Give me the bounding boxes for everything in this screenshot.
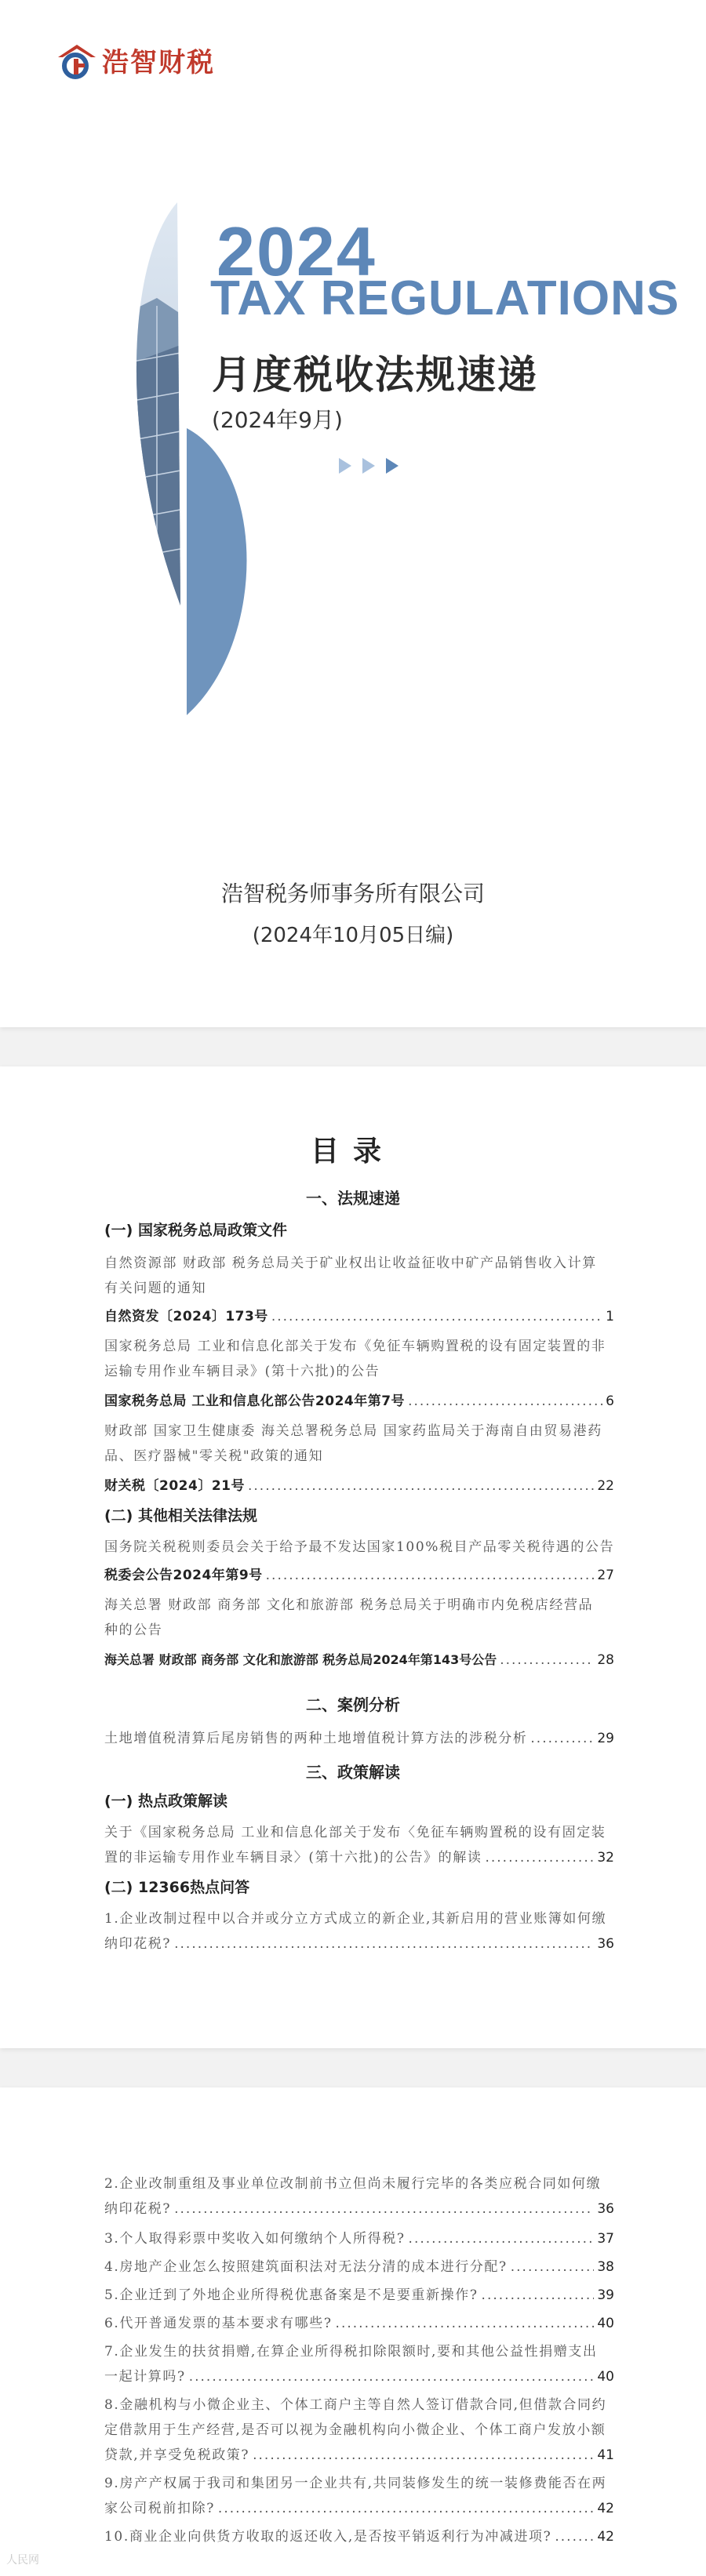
toc-title: 目录 (310, 1135, 395, 1168)
toc-entry[interactable] (104, 2227, 614, 2247)
subsection-heading: (二) 其他相关法律法规 (104, 1507, 257, 1524)
toc-entry[interactable] (104, 2197, 614, 2217)
toc-page-number: 42 (597, 2529, 614, 2545)
toc-entry-line: 定借款用于生产经营,是否可以视为金融机构向小微企业、个体工商户发放小额 (104, 2422, 606, 2438)
toc-entry-line: 1.企业改制过程中以合并或分立方式成立的新企业,其新启用的营业账簿如何缴 (104, 1911, 607, 1927)
toc-entry-text: 纳印花税? (104, 2201, 172, 2217)
dot-leader (248, 1478, 594, 1494)
toc-entry-line: 运输专用作业车辆目录》(第十六批)的公告 (104, 1364, 380, 1379)
dot-leader (409, 2231, 595, 2247)
toc-entry[interactable] (104, 2255, 614, 2275)
toc-page-number: 27 (597, 1568, 614, 1583)
toc-page-number: 29 (597, 1731, 614, 1746)
toc-entry[interactable] (104, 1277, 614, 1296)
dot-leader (500, 1652, 594, 1668)
subsection-heading: (二) 12366热点问答 (104, 1879, 250, 1896)
toc-page-number: 41 (597, 2447, 614, 2463)
cover-tax-regulations: TAX REGULATIONS (210, 271, 680, 325)
toc-entry-line: 关于《国家税务总局 工业和信息化部关于发布〈免征车辆购置税的设有固定装 (104, 1825, 606, 1840)
toc-entry[interactable] (104, 2365, 614, 2385)
arrow-decoration-icon (339, 458, 398, 474)
toc-entry[interactable] (104, 1846, 614, 1866)
dot-leader (253, 2447, 594, 2463)
dot-leader (218, 2501, 594, 2516)
dot-leader (266, 1568, 595, 1583)
toc-entry[interactable] (104, 2497, 614, 2516)
dot-leader (174, 1936, 594, 1952)
toc-page-number: 6 (606, 1393, 614, 1409)
toc-entry-text: 税委会公告2024年第9号 (104, 1568, 263, 1583)
cover-title: 月度税收法规速递 (212, 352, 538, 398)
toc-page-number: 36 (597, 2201, 614, 2217)
toc-entry-text: 4.房地产企业怎么按照建筑面积法对无法分清的成本进行分配? (104, 2259, 508, 2275)
toc-entry[interactable] (104, 1650, 614, 1668)
toc-entry[interactable] (104, 1474, 614, 1494)
dot-leader (189, 2369, 595, 2385)
toc-entry-line: 国务院关税税则委员会关于给予最不发达国家100%税目产品零关税待遇的公告 (104, 1539, 614, 1555)
toc-entry[interactable] (104, 2284, 614, 2303)
dot-leader (271, 1309, 602, 1324)
toc-page-number: 40 (597, 2316, 614, 2331)
cover-page (0, 0, 706, 1027)
toc-page-number: 40 (597, 2369, 614, 2385)
toc-entry-text: 10.商业企业向供货方收取的返还收入,是否按平销返利行为冲减进项? (104, 2529, 552, 2545)
toc-entry-text: 土地增值税清算后尾房销售的两种土地增值税计算方法的涉税分析 (104, 1731, 528, 1746)
toc-entry-text: 5.企业迁到了外地企业所得税优惠备案是不是要重新操作? (104, 2287, 479, 2303)
dot-leader (530, 1731, 594, 1746)
toc-page-number: 39 (597, 2287, 614, 2303)
subsection-heading: (一) 国家税务总局政策文件 (104, 1222, 287, 1239)
cover-subtitle: (2024年9月) (212, 407, 343, 433)
dot-leader (482, 2287, 595, 2303)
toc-page-1 (0, 1066, 706, 2048)
toc-entry[interactable] (104, 2525, 614, 2545)
toc-page-number: 1 (606, 1309, 614, 1324)
toc-page-number: 37 (597, 2231, 614, 2247)
section-heading: 二、案例分析 (306, 1695, 400, 1714)
toc-page-number: 38 (597, 2259, 614, 2275)
dot-leader (511, 2259, 595, 2275)
toc-entry-line: 2.企业改制重组及事业单位改制前书立但尚未履行完毕的各类应税合同如何缴 (104, 2176, 602, 2192)
toc-entry-line: 品、医疗器械"零关税"政策的通知 (104, 1448, 324, 1464)
section-heading: 三、政策解读 (306, 1763, 400, 1782)
toc-entry-text: 置的非运输专用作业车辆目录〉(第十六批)的公告》的解读 (104, 1850, 482, 1866)
toc-entry-line: 9.房产产权属于我司和集团另一企业共有,共同装修发生的统一装修费能否在两 (104, 2476, 607, 2491)
dot-leader (174, 2201, 594, 2217)
toc-entry-line: 7.企业发生的扶贫捐赠,在算企业所得税扣除限额时,要和其他公益性捐赠支出 (104, 2344, 598, 2360)
toc-entry-text: 国家税务总局 工业和信息化部公告2024年第7号 (104, 1393, 406, 1409)
section-heading: 一、法规速递 (306, 1189, 400, 1208)
toc-entry-text: 有关问题的通知 (104, 1281, 207, 1296)
toc-entry-line: 8.金融机构与小微企业主、个体工商户主等自然人签订借款合同,但借款合同约 (104, 2397, 607, 2413)
toc-page-number: 32 (597, 1850, 614, 1866)
toc-page-number: 36 (597, 1936, 614, 1952)
dot-leader (408, 1393, 602, 1409)
toc-entry-line: 财政部 国家卫生健康委 海关总署税务总局 国家药监局关于海南自由贸易港药 (104, 1423, 602, 1439)
toc-entry-text: 一起计算吗? (104, 2369, 186, 2385)
dot-leader (555, 2529, 594, 2545)
toc-entry-line: 海关总署 财政部 商务部 文化和旅游部 税务总局关于明确市内免税店经营品 (104, 1597, 594, 1613)
toc-page-number: 28 (597, 1652, 614, 1668)
toc-entry-text: 自然资发〔2024〕173号 (104, 1309, 268, 1324)
toc-entry-text: 纳印花税? (104, 1936, 172, 1952)
cover-year: 2024 (217, 213, 377, 290)
toc-page-number: 42 (597, 2501, 614, 2516)
company-name: 浩智税务师事务所有限公司 (220, 881, 485, 907)
toc-entry[interactable] (104, 1727, 614, 1746)
compile-date: (2024年10月05日编) (252, 924, 454, 947)
toc-entry[interactable] (104, 1305, 614, 1324)
toc-entry-line: 国家税务总局 工业和信息化部关于发布《免征车辆购置税的设有固定装置的非 (104, 1339, 606, 1354)
toc-entry[interactable] (104, 2443, 614, 2463)
dot-leader (485, 1850, 594, 1866)
logo-text: 浩智财税 (102, 47, 215, 78)
toc-entry-text: 海关总署 财政部 商务部 文化和旅游部 税务总局2024年第143号公告 (104, 1652, 497, 1667)
toc-entry-line: 种的公告 (104, 1622, 163, 1638)
toc-page-number: 22 (597, 1478, 614, 1494)
toc-entry-text: 3.个人取得彩票中奖收入如何缴纳个人所得税? (104, 2231, 406, 2247)
toc-entry[interactable] (104, 1390, 614, 1409)
toc-page-2 (0, 2087, 706, 2576)
subsection-heading: (一) 热点政策解读 (104, 1793, 227, 1810)
toc-entry[interactable] (104, 2312, 614, 2331)
toc-entry-text: 6.代开普通发票的基本要求有哪些? (104, 2316, 333, 2331)
dot-leader (336, 2316, 595, 2331)
toc-entry-text: 财关税〔2024〕21号 (104, 1478, 245, 1494)
toc-entry-text: 贷款,并享受免税政策? (104, 2447, 250, 2463)
toc-entry[interactable] (104, 1932, 614, 1952)
toc-entry[interactable] (104, 1564, 614, 1583)
watermark: 人民网 (6, 2554, 39, 2567)
toc-entry-text: 家公司税前扣除? (104, 2501, 215, 2516)
toc-entry-line: 自然资源部 财政部 税务总局关于矿业权出让收益征收中矿产品销售收入计算 (104, 1255, 597, 1271)
